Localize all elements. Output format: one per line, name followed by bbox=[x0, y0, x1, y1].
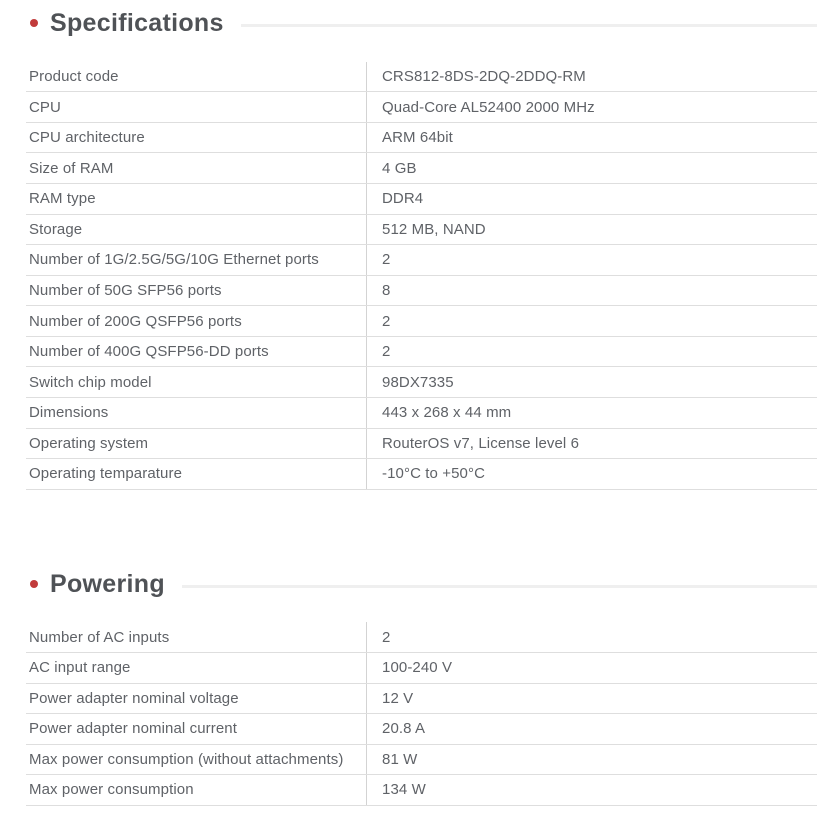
section-header-specifications bbox=[0, 0, 817, 38]
spec-label: Number of AC inputs bbox=[29, 628, 170, 646]
table-row bbox=[26, 429, 817, 460]
table-row bbox=[26, 276, 817, 307]
spec-value: 134 W bbox=[366, 775, 817, 805]
spec-label: Max power consumption (without attachments) bbox=[29, 750, 344, 768]
table-row bbox=[26, 775, 817, 806]
spec-label: Number of 400G QSFP56-DD ports bbox=[29, 343, 269, 361]
section-title-powering: Powering bbox=[50, 569, 165, 598]
spec-label: Size of RAM bbox=[29, 159, 114, 177]
spec-label: Power adapter nominal current bbox=[29, 720, 238, 738]
table-row bbox=[26, 184, 817, 215]
specifications-table bbox=[26, 62, 817, 490]
table-row bbox=[26, 245, 817, 276]
header-rule bbox=[182, 585, 817, 588]
spec-label: AC input range bbox=[29, 659, 131, 677]
spec-label: Dimensions bbox=[29, 404, 109, 422]
spec-label: Number of 200G QSFP56 ports bbox=[29, 312, 242, 330]
header-rule bbox=[241, 24, 817, 27]
table-row bbox=[26, 745, 817, 776]
spec-value: 12 V bbox=[366, 684, 817, 714]
spec-value: 100-240 V bbox=[366, 653, 817, 683]
section-title-specifications: Specifications bbox=[50, 9, 224, 37]
spec-value: 20.8 A bbox=[366, 714, 817, 744]
powering-section bbox=[0, 570, 817, 806]
section-header-powering bbox=[0, 570, 817, 599]
spec-value: DDR4 bbox=[366, 184, 817, 214]
spec-value: 8 bbox=[366, 276, 817, 306]
spec-label: Max power consumption bbox=[29, 781, 194, 799]
spec-value: RouterOS v7, License level 6 bbox=[366, 429, 817, 459]
table-row bbox=[26, 306, 817, 337]
table-row bbox=[26, 337, 817, 368]
spec-value: -10°C to +50°C bbox=[366, 459, 817, 489]
table-row bbox=[26, 714, 817, 745]
spec-value: 2 bbox=[366, 337, 817, 367]
spec-label: CPU bbox=[29, 98, 61, 116]
table-row bbox=[26, 215, 817, 246]
spec-value: 2 bbox=[366, 622, 817, 652]
spec-value: 81 W bbox=[366, 745, 817, 775]
spec-label: Number of 1G/2.5G/5G/10G Ethernet ports bbox=[29, 251, 319, 269]
spec-label: RAM type bbox=[29, 190, 96, 208]
spec-label: Operating temparature bbox=[29, 465, 183, 483]
table-row bbox=[26, 398, 817, 429]
spec-value: CRS812-8DS-2DQ-2DDQ-RM bbox=[366, 62, 817, 92]
spec-value: ARM 64bit bbox=[366, 123, 817, 153]
spec-label: CPU architecture bbox=[29, 129, 145, 147]
spec-value: 2 bbox=[366, 245, 817, 275]
table-row bbox=[26, 62, 817, 93]
table-row bbox=[26, 684, 817, 715]
table-row bbox=[26, 459, 817, 490]
table-row bbox=[26, 367, 817, 398]
bullet-icon bbox=[30, 580, 38, 588]
spec-label: Operating system bbox=[29, 434, 149, 452]
table-row bbox=[26, 153, 817, 184]
spec-label: Number of 50G SFP56 ports bbox=[29, 281, 222, 299]
spec-value: Quad-Core AL52400 2000 MHz bbox=[366, 92, 817, 122]
spec-value: 98DX7335 bbox=[366, 367, 817, 397]
spec-label: Switch chip model bbox=[29, 373, 152, 391]
bullet-icon bbox=[30, 19, 38, 27]
table-row bbox=[26, 622, 817, 653]
spec-value: 512 MB, NAND bbox=[366, 215, 817, 245]
table-row bbox=[26, 123, 817, 154]
table-row bbox=[26, 92, 817, 123]
table-row bbox=[26, 653, 817, 684]
spec-label: Product code bbox=[29, 68, 119, 86]
spec-label: Power adapter nominal voltage bbox=[29, 689, 239, 707]
spec-label: Storage bbox=[29, 220, 83, 238]
spec-value: 443 x 268 x 44 mm bbox=[366, 398, 817, 428]
powering-table bbox=[26, 622, 817, 805]
spec-value: 4 GB bbox=[366, 153, 817, 183]
spec-value: 2 bbox=[366, 306, 817, 336]
